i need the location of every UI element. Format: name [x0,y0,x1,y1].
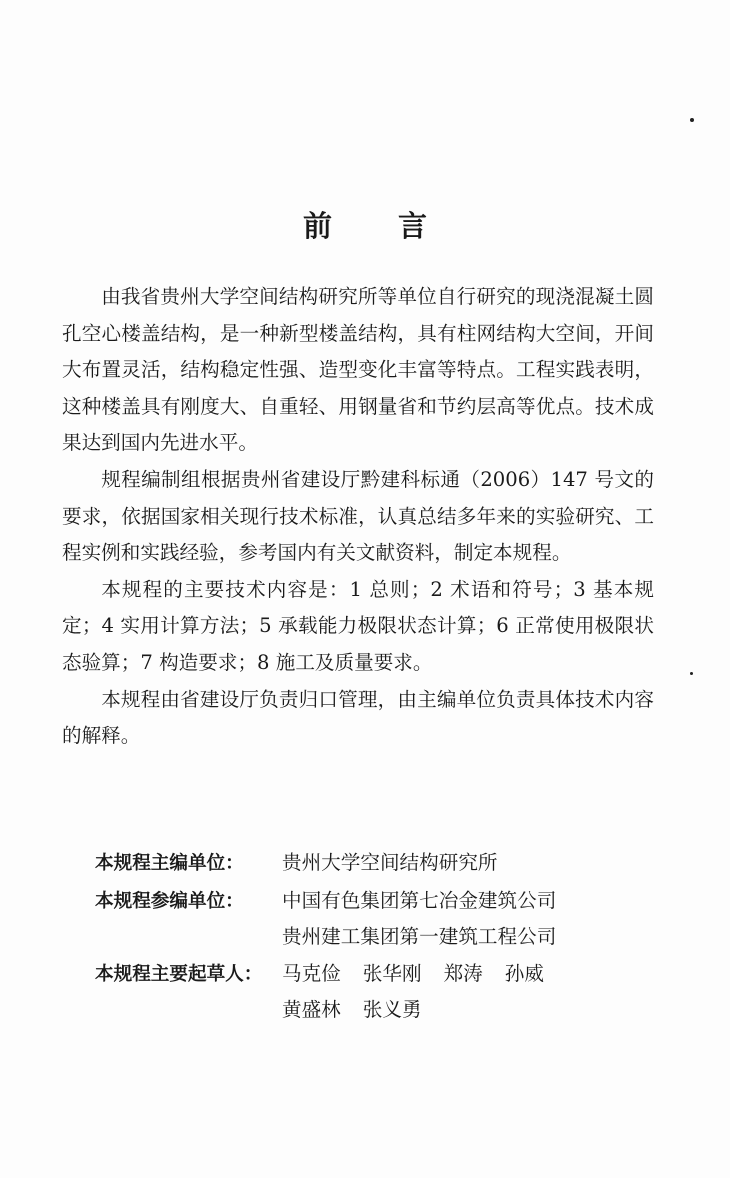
credit-participating-units [95,883,655,956]
scan-speck [690,672,693,675]
paragraph-3: 本规程的主要技术内容是：1 总则；2 术语和符号；3 基本规定；4 实用计算方法；5 承载能力极限状态计算；6 正常使用极限状态验算；7 构造要求；8 施工及质量要求。 [62,577,654,674]
credit-values-drafters [282,956,655,1029]
credit-label-chief-unit: 本规程主编单位： [95,853,244,874]
drafter-name: 马克俭 [282,961,341,985]
credit-chief-unit [95,845,655,883]
drafter-name: 张义勇 [362,998,422,1022]
page-title [0,204,730,245]
participating-unit-1: 中国有色集团第七冶金建筑公司 [282,888,557,912]
participating-unit-2: 贵州建工集团第一建筑工程公司 [282,925,557,949]
chief-unit-value: 贵州大学空间结构研究所 [282,851,498,874]
title-char-1: 前 [302,209,332,243]
paragraph-4: 本规程由省建设厅负责归口管理，由主编单位负责具体技术内容的解释。 [62,687,654,748]
drafter-name: 张华刚 [362,961,422,985]
credit-values-chief-unit [282,845,655,882]
title-char-2: 言 [398,209,428,243]
paragraph-2: 规程编制组根据贵州省建设厅黔建科标通（2006）147 号文的要求，依据国家相关现行技术标准，认真总结多年来的实验研究、工程实例和实践经验，参考国内有关文献资料，制定本规程。 [62,467,654,565]
credit-drafters [95,956,655,1029]
drafters-line-2 [282,992,655,1029]
credits-block [95,845,655,1029]
drafter-name: 黄盛林 [282,998,341,1022]
drafter-name: 郑涛 [443,961,483,985]
scan-speck [690,118,694,122]
drafter-name: 孙威 [504,961,544,985]
paragraph-1: 由我省贵州大学空间结构研究所等单位自行研究的现浇混凝土圆孔空心楼盖结构，是一种新型楼盖结构，具有柱网结构大空间，开间大布置灵活，结构稳定性强、造型变化丰富等特点。工程实践表明，这种楼盖具有刚度大、自重轻、用钢量省和节约层高等优点。技术成果达到国内先进水平。 [62,285,654,455]
credit-label-participating-units: 本规程参编单位： [95,890,244,912]
preface-body [62,279,654,755]
credit-label-drafters: 本规程主要起草人： [95,963,263,985]
drafters-line-1 [282,956,655,993]
credit-values-participating-units [282,883,655,956]
